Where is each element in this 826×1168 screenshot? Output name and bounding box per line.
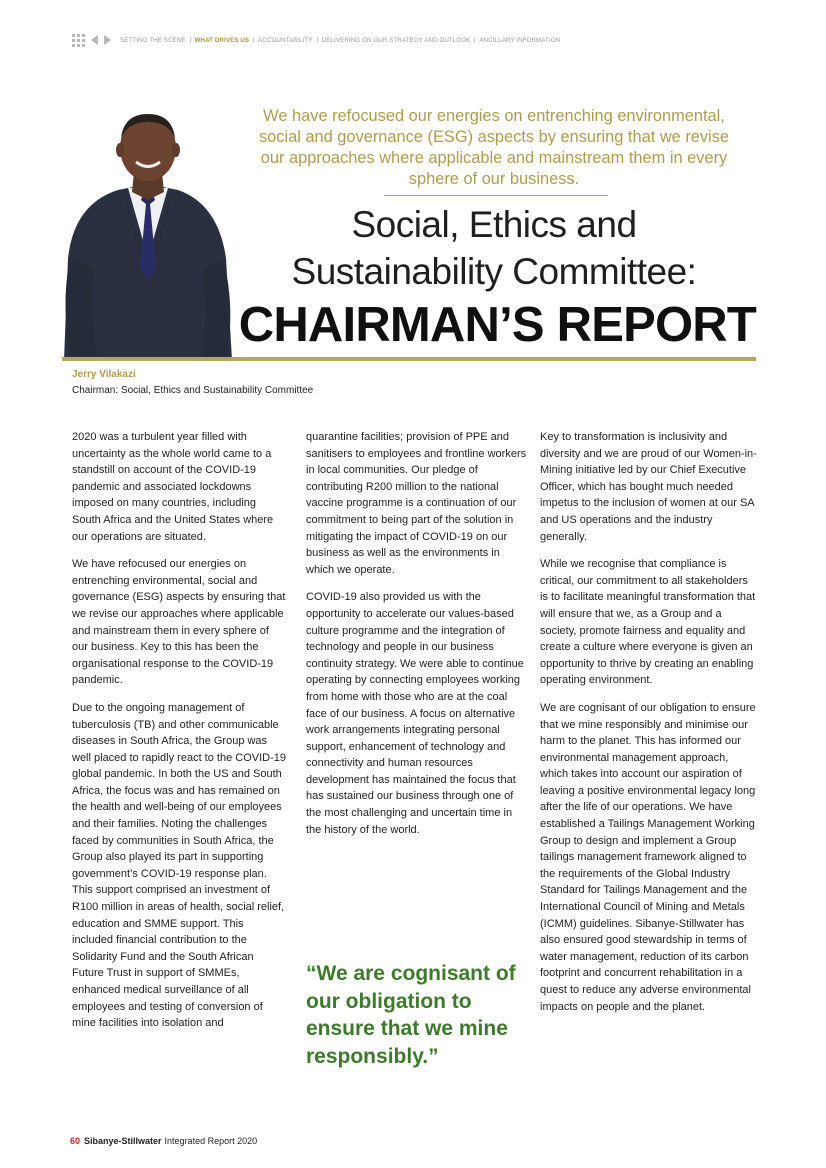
paragraph: quarantine facilities; provision of PPE and sanitisers to employees and frontline workers in local communities. Our pledge of contributing R200 million to the national vaccine programme is a continuation of our commitment to being part of the solution in mitigating the impact of COVID-19 on our business as well as the environments in which we operate. bbox=[306, 431, 527, 576]
chairman-portrait bbox=[58, 108, 238, 360]
page-title-line-2: Sustainability Committee: bbox=[291, 251, 697, 292]
body-column-1 bbox=[72, 429, 287, 1043]
nav-item-delivering-on-strategy[interactable]: DELIVERING ON OUR STRATEGY AND OUTLOOK bbox=[321, 36, 471, 44]
nav-item-what-drives-us[interactable]: WHAT DRIVES US bbox=[194, 36, 250, 44]
paragraph: Key to transformation is inclusivity and diversity and we are proud of our Women-in-Mining initiative led by our Chief Executive Officer, which has bought much needed impetus to the inclusion of women at our SA and US operations and the industry generally. bbox=[540, 431, 757, 543]
paragraph: While we recognise that compliance is critical, our commitment to all stakeholders is to facilitate meaningful transformation that will ensure that we, as a Group and a society, promote fairness and equality and create a culture where everyone is given an opportunity to thrive by creating an enabling operating environment. bbox=[540, 558, 756, 687]
paragraph: We are cognisant of our obligation to ensure that we mine responsibly and minimise our harm to the planet. This has informed our environmental management approach, which takes into account our aspiration of leaving a positive environmental legacy long after the life of our operations. We have established a Tailings Management Working Group to design and implement a Group tailings management framework aligned to the requirements of the Global Industry Standard for Tailings Management and the International Council of Mining and Metals (ICMM) guidelines. Sibanye-Stillwater has also ensured good stewardship in terms of water management, reduction of its carbon footprint and concurrent rehabilitation in a quest to reduce any adverse environmental impacts on people and the planet. bbox=[540, 701, 756, 1013]
nav-separator bbox=[190, 37, 191, 43]
nav-separator bbox=[317, 37, 318, 43]
paragraph: We have refocused our energies on entrenching environmental, social and governance (ESG) aspects by ensuring that we revise our approaches where applicable and mainstream them in every sphere of our business. Key to this has been the organisational response to the COVID-19 pandemic. bbox=[72, 558, 286, 687]
paragraph: Due to the ongoing management of tuberculosis (TB) and other communicable diseases in South Africa, the Group was well placed to rapidly react to the COVID-19 global pandemic. In both the US and South Africa, the focus was and has remained on the health and well-being of our employees and their families. Noting the challenges faced by communities in South Africa, the Group also played its part in supporting government’s COVID-19 response plan. This support comprised an investment of R100 million in areas of health, social relief, education and SMME support. This included financial contribution to the Solidarity Fund and the South African Future Trust in support of SMMEs, enhanced medical surveillance of all employees and testing of conversion of mine facilities into isolation and bbox=[72, 701, 286, 1030]
nav-item-ancillary-information[interactable]: ANCILLARY INFORMATION bbox=[479, 36, 561, 44]
paragraph: 2020 was a turbulent year filled with uncertainty as the whole world came to a standstill on account of the COVID-19 pandemic and associated lockdowns imposed on many countries, including South Africa and the United States where our operations are situated. bbox=[72, 431, 274, 543]
chairman-name: Jerry Vilakazi bbox=[72, 369, 136, 380]
page-footer bbox=[70, 1136, 257, 1146]
intro-divider bbox=[384, 195, 608, 196]
pull-quote: “We are cognisant of our obligation to ensure that we mine responsibly.” bbox=[306, 962, 516, 1068]
nav-item-setting-the-scene[interactable]: SETTING THE SCENE bbox=[120, 36, 186, 44]
paragraph: COVID-19 also provided us with the opportunity to accelerate our values-based culture programme and the integration of technology and people in our business continuity strategy. We were able to continue operating by connecting employees working from home with those who are at the coal face of our business. A focus on alternative work arrangements integrating personal support, enhancement of technology and connectivity and human resources development has maintained the focus that has sustained our business through one of the most challenging and uncertain time in the history of the world. bbox=[306, 591, 524, 836]
footer-brand: Sibanye-Stillwater bbox=[84, 1136, 162, 1146]
intro-quote: We have refocused our energies on entrenching environmental, social and governance (ESG) aspects by ensuring that we revise our approaches where applicable and mainstream them in every sphere of our business. bbox=[258, 107, 730, 188]
footer-report-title: Integrated Report 2020 bbox=[164, 1136, 258, 1146]
next-page-arrow-icon[interactable] bbox=[104, 35, 111, 45]
nav-separator bbox=[474, 37, 475, 43]
page-number: 60 bbox=[70, 1136, 81, 1146]
top-navigation bbox=[72, 34, 560, 46]
chairman-role: Chairman: Social, Ethics and Sustainability Committee bbox=[72, 385, 314, 396]
previous-page-arrow-icon[interactable] bbox=[91, 35, 98, 45]
page-title-heading: CHAIRMAN’S REPORT bbox=[238, 298, 756, 352]
nav-separator bbox=[253, 37, 254, 43]
nav-item-accountability[interactable]: ACCOUNTABILITY bbox=[258, 36, 313, 44]
body-column-3 bbox=[540, 429, 758, 1026]
page-title-line-1: Social, Ethics and bbox=[351, 204, 637, 245]
title-underline-bar bbox=[62, 357, 756, 361]
body-column-2 bbox=[306, 429, 528, 849]
grid-menu-icon[interactable] bbox=[72, 34, 85, 47]
